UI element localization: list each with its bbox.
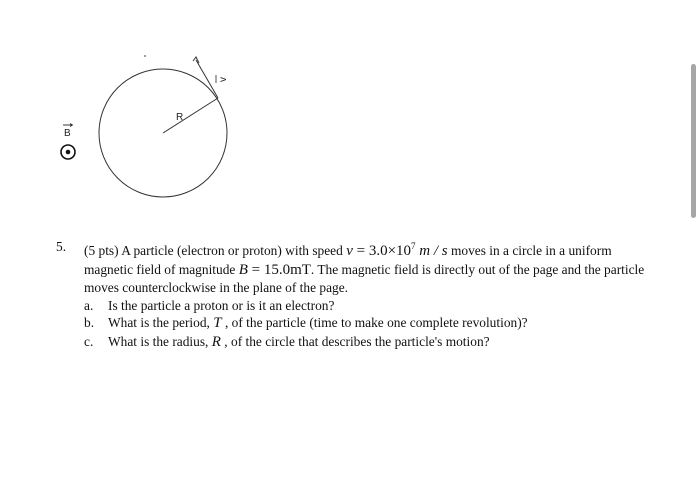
sub-question-c — [84, 333, 656, 352]
sub-question-text: Is the particle a proton or is it an electron? — [108, 297, 335, 313]
field-label: B — [64, 128, 71, 139]
question-stem — [56, 238, 656, 297]
field-symbol-text: B — [238, 261, 248, 278]
out-of-page-dot — [66, 150, 71, 155]
speed-expression — [346, 243, 447, 259]
sub-question-letter: c. — [84, 333, 94, 349]
speed-symbol: v — [346, 243, 353, 259]
sub-question-post: , of the particle (time to make one complete revolution)? — [224, 315, 528, 330]
velocity-vector-line — [196, 60, 218, 98]
field-expression — [239, 262, 311, 278]
speed-value: = 3.0×10 — [352, 243, 412, 259]
sub-question-b — [84, 314, 656, 333]
period-symbol: T — [213, 315, 222, 331]
velocity-label: v — [218, 77, 229, 82]
sub-question-post: , of the circle that describes the particle's motion? — [224, 333, 490, 349]
vertical-scrollbar[interactable] — [691, 64, 696, 218]
speed-units: m / s — [415, 243, 448, 259]
question-text-2: moves in a circle in a uniform magnetic field of magnitude — [84, 243, 612, 277]
sub-question-text — [108, 314, 528, 333]
sub-question-letter: b. — [84, 315, 95, 330]
field-symbol — [61, 124, 75, 160]
question-text-3: . The magnetic field is directly out of the page and the particle moves counterclockwise in the plane of the page. — [84, 261, 645, 295]
question-number: 5. — [56, 239, 67, 254]
velocity-label-group — [216, 75, 229, 83]
question-5 — [56, 238, 656, 351]
radius-symbol: R — [211, 333, 221, 350]
question-text — [84, 238, 656, 297]
radius-line — [163, 98, 218, 133]
radius-label: R — [176, 112, 184, 123]
sub-question-letter: a. — [84, 297, 94, 313]
stray-dot — [144, 55, 146, 57]
sub-question-a — [84, 297, 656, 315]
sub-question-text — [108, 333, 490, 352]
question-text-1: A particle (electron or proton) with speed — [121, 243, 343, 258]
question-points: (5 pts) — [84, 243, 119, 258]
magnetic-field-diagram — [0, 0, 700, 230]
field-value: = 15.0mT — [247, 261, 311, 278]
speed-exponent: 7 — [411, 241, 416, 251]
sub-questions — [84, 297, 656, 352]
sub-question-pre: What is the period, — [108, 315, 210, 330]
sub-question-pre: What is the radius, — [108, 333, 209, 349]
